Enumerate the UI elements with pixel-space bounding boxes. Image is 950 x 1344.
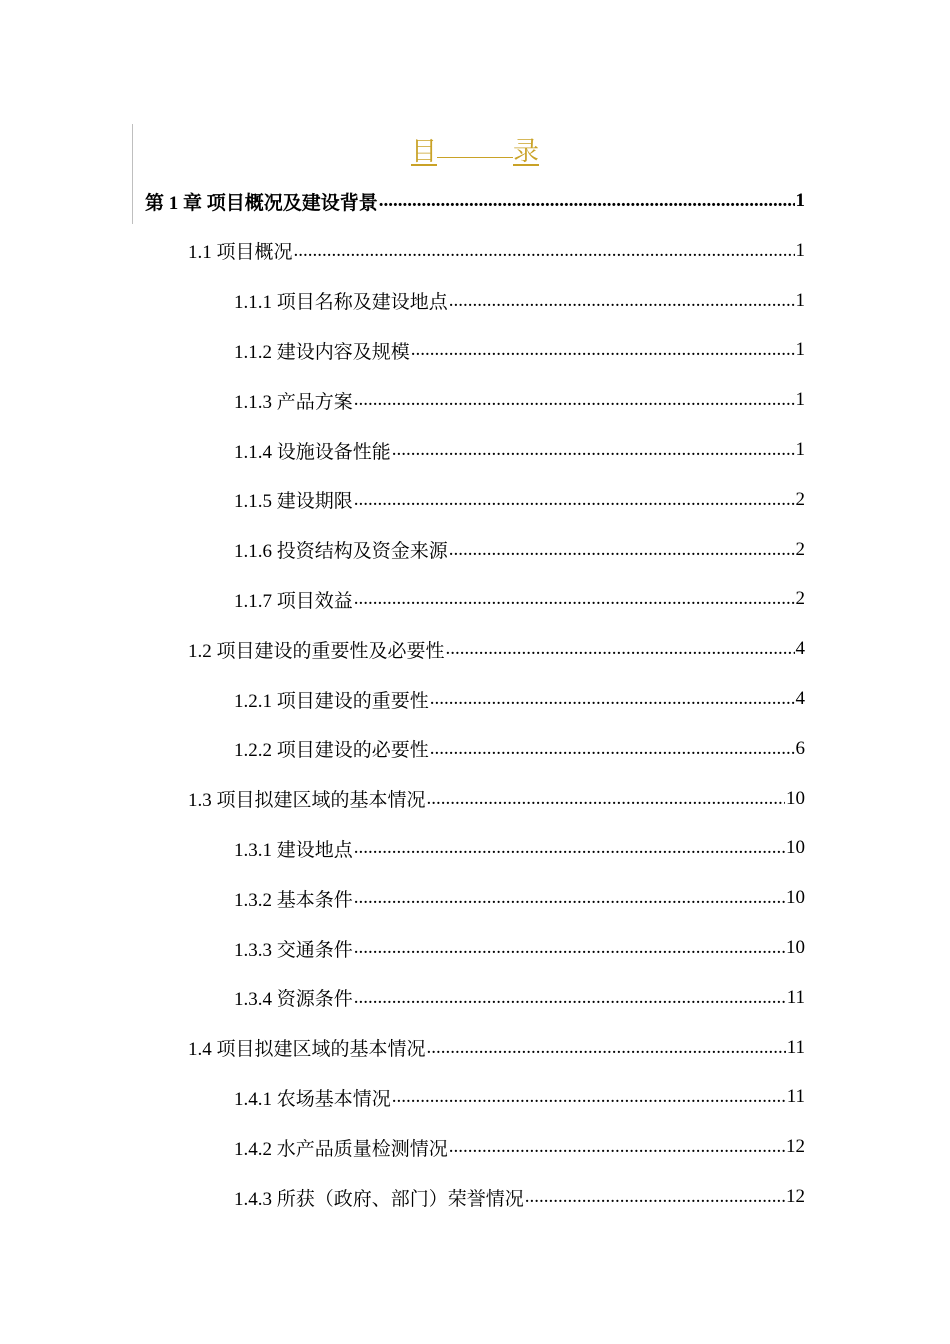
toc-entry-page: 1 bbox=[795, 339, 805, 361]
toc-entry-1-1-5[interactable] bbox=[234, 475, 805, 525]
toc-entry-label: 1.1.6 投资结构及资金来源 bbox=[234, 541, 448, 563]
toc-entry-1-3-2[interactable] bbox=[234, 873, 805, 923]
toc-entry-label: 1.3 项目拟建区域的基本情况 bbox=[188, 790, 426, 812]
toc-entry-1-3[interactable] bbox=[188, 774, 805, 824]
toc-entry-label: 1.3.3 交通条件 bbox=[234, 939, 353, 961]
toc-dot-leader bbox=[294, 240, 795, 262]
toc-entry-page: 4 bbox=[795, 638, 805, 660]
toc-entry-1-4-2[interactable] bbox=[234, 1122, 805, 1172]
toc-entry-label: 1.4.3 所获（政府、部门）荣誉情况 bbox=[234, 1188, 524, 1210]
toc-dot-leader bbox=[427, 1037, 786, 1059]
toc-entry-1-4-3[interactable] bbox=[234, 1172, 805, 1222]
toc-entry-page: 12 bbox=[786, 1186, 805, 1207]
toc-dot-leader bbox=[354, 489, 795, 511]
toc-entry-label: 1.3.4 资源条件 bbox=[234, 989, 353, 1011]
toc-dot-leader bbox=[392, 1086, 786, 1108]
toc-entry-1-2[interactable] bbox=[188, 624, 805, 674]
toc-dot-leader bbox=[354, 588, 795, 610]
toc-entry-label: 1.1.7 项目效益 bbox=[234, 590, 353, 612]
toc-dot-leader bbox=[354, 887, 785, 909]
toc-entry-1-2-2[interactable] bbox=[234, 724, 805, 774]
toc-entry-1-4-1[interactable] bbox=[234, 1072, 805, 1122]
toc-entry-1-1-3[interactable] bbox=[234, 375, 805, 425]
toc-entry-page: 1 bbox=[795, 239, 805, 261]
toc-dot-leader bbox=[354, 389, 795, 411]
toc-entry-page: 11 bbox=[786, 1036, 805, 1058]
toc-entry-page: 10 bbox=[786, 887, 805, 909]
toc-entry-1-1-7[interactable] bbox=[234, 574, 805, 624]
toc-dot-leader bbox=[411, 339, 795, 361]
toc-entry-page: 2 bbox=[795, 588, 805, 610]
toc-entry-1-1-2[interactable] bbox=[234, 325, 805, 375]
toc-entry-page: 2 bbox=[795, 538, 805, 560]
toc-entry-1-1[interactable] bbox=[188, 226, 805, 276]
toc-dot-leader bbox=[449, 539, 795, 561]
toc-entry-label: 1.4.2 水产品质量检测情况 bbox=[234, 1138, 448, 1160]
toc-entry-label: 第 1 章 项目概况及建设背景 bbox=[145, 192, 378, 214]
toc-entry-page: 1 bbox=[795, 439, 805, 460]
toc-dot-leader bbox=[427, 788, 785, 810]
toc-entry-page: 11 bbox=[786, 986, 805, 1008]
toc-entry-1-3-1[interactable] bbox=[234, 823, 805, 873]
toc-entry-label: 1.1.5 建设期限 bbox=[234, 491, 353, 513]
toc-entry-page: 11 bbox=[786, 1086, 805, 1108]
toc-dot-leader bbox=[354, 937, 785, 959]
toc-entry-1-1-1[interactable] bbox=[234, 276, 805, 326]
toc-entry-label: 1.2.1 项目建设的重要性 bbox=[234, 690, 429, 712]
toc-entry-1-4[interactable] bbox=[188, 1023, 805, 1073]
toc-entry-1-3-4[interactable] bbox=[234, 973, 805, 1023]
toc-entry-label: 1.4 项目拟建区域的基本情况 bbox=[188, 1039, 426, 1061]
toc-dot-leader bbox=[392, 439, 795, 461]
toc-entry-page: 6 bbox=[795, 737, 805, 759]
toc-entry-label: 1.1.1 项目名称及建设地点 bbox=[234, 292, 448, 314]
toc-entry-chapter-1[interactable] bbox=[145, 176, 805, 226]
toc-entry-label: 1.3.1 建设地点 bbox=[234, 839, 353, 861]
toc-entry-page: 2 bbox=[795, 488, 805, 510]
toc-entry-label: 1.2 项目建设的重要性及必要性 bbox=[188, 640, 445, 662]
toc-dot-leader bbox=[379, 190, 795, 212]
toc-entry-label: 1.1 项目概况 bbox=[188, 242, 293, 264]
toc-entry-label: 1.1.2 建设内容及规模 bbox=[234, 341, 410, 363]
toc-entry-label: 1.1.3 产品方案 bbox=[234, 391, 353, 413]
toc-dot-leader bbox=[525, 1186, 785, 1208]
toc-dot-leader bbox=[430, 688, 795, 710]
toc-entry-1-2-1[interactable] bbox=[234, 674, 805, 724]
toc-dot-leader bbox=[354, 987, 786, 1009]
toc-entry-page: 4 bbox=[795, 688, 805, 709]
toc-entry-page: 10 bbox=[786, 787, 805, 809]
toc-entry-1-1-4[interactable] bbox=[234, 425, 805, 475]
toc-dot-leader bbox=[449, 290, 795, 312]
toc-entry-page: 10 bbox=[786, 937, 805, 958]
toc-entry-page: 1 bbox=[795, 289, 805, 311]
toc-entry-label: 1.2.2 项目建设的必要性 bbox=[234, 740, 429, 762]
toc-entry-page: 1 bbox=[795, 389, 805, 411]
toc-entry-1-1-6[interactable] bbox=[234, 525, 805, 575]
toc-entry-page: 12 bbox=[786, 1136, 805, 1158]
toc-entry-label: 1.1.4 设施设备性能 bbox=[234, 441, 391, 463]
toc-entry-label: 1.4.1 农场基本情况 bbox=[234, 1088, 391, 1110]
toc-dot-leader bbox=[354, 837, 785, 859]
toc-dot-leader bbox=[446, 638, 795, 660]
toc-entry-page: 1 bbox=[795, 190, 805, 211]
toc-title bbox=[0, 132, 950, 172]
toc-entry-page: 10 bbox=[786, 837, 805, 859]
toc-title-first-char: 目 bbox=[410, 137, 437, 166]
toc-dot-leader bbox=[430, 738, 795, 760]
toc-entry-label: 1.3.2 基本条件 bbox=[234, 889, 353, 911]
toc-dot-leader bbox=[449, 1136, 785, 1158]
toc-entry-1-3-3[interactable] bbox=[234, 923, 805, 973]
toc-title-second-char: 录 bbox=[513, 137, 540, 166]
